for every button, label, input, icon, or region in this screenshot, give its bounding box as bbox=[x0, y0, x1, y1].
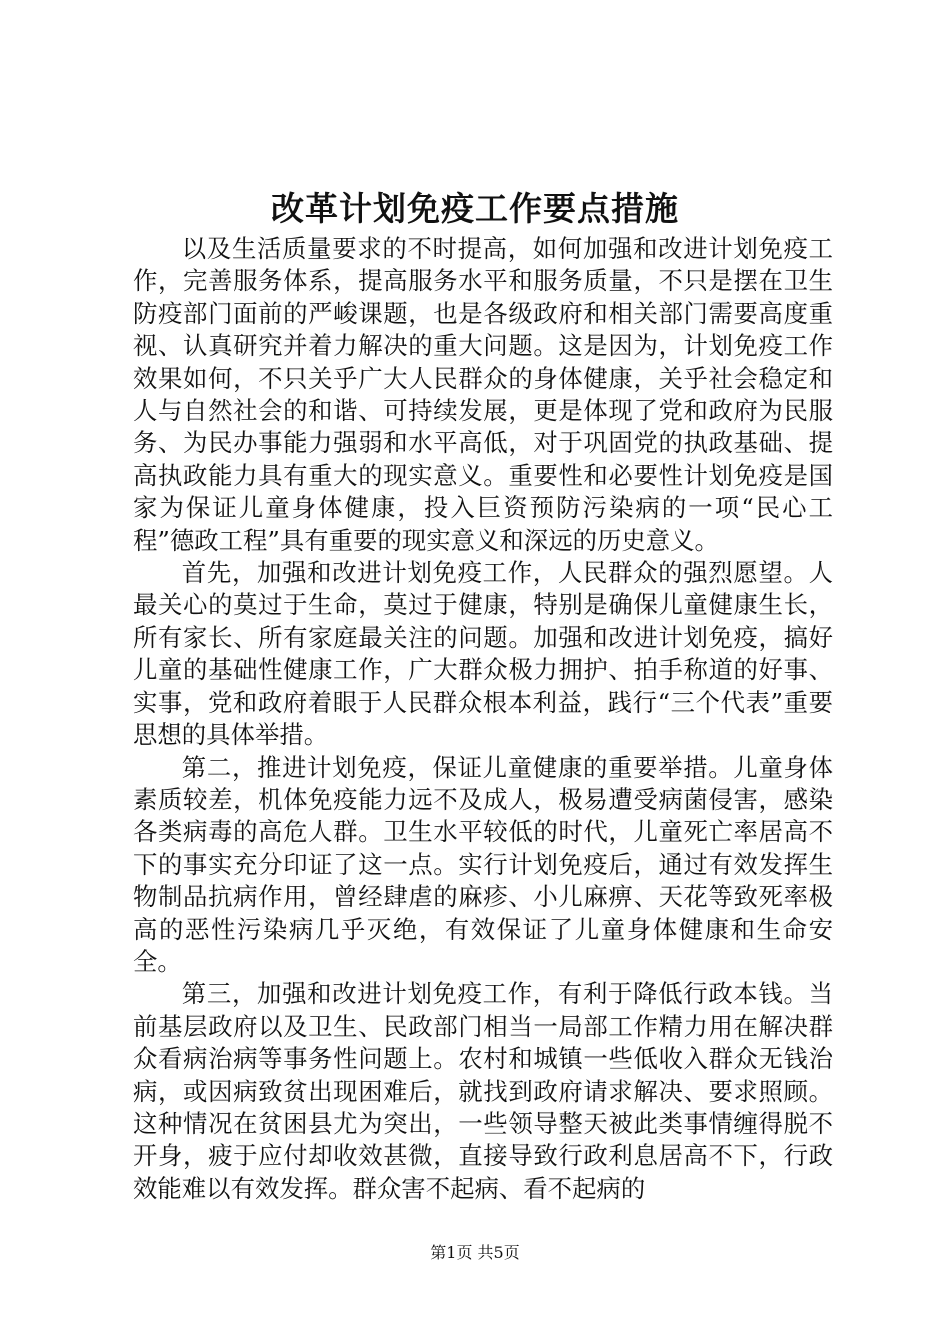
paragraph-first-point: 首先，加强和改进计划免疫工作，人民群众的强烈愿望。人最关心的莫过于生命，莫过于健康，特别是确保儿童健康生长，所有家长、所有家庭最关注的问题。加强和改进计划免疫，搞好儿童的基础性健康工作，广大群众极力拥护、拍手称道的好事、实事，党和政府着眼于人民群众根本利益，践行“三个代表”重要思想的具体举措。 bbox=[133, 558, 833, 750]
paragraph-intro: 以及生活质量要求的不时提高，如何加强和改进计划免疫工作，完善服务体系，提高服务水平和服务质量，不只是摆在卫生防疫部门面前的严峻课题，也是各级政府和相关部门需要高度重视、认真研究并着力解决的重大问题。这是因为，计划免疫工作效果如何，不只关乎广大人民群众的身体健康，关乎社会稳定和人与自然社会的和谐、可持续发展，更是体现了党和政府为民服务、为民办事能力强弱和水平高低，对于巩固党的执政基础、提高执政能力具有重大的现实意义。重要性和必要性计划免疫是国家为保证儿童身体健康，投入巨资预防污染病的一项“民心工程”德政工程”具有重要的现实意义和深远的历史意义。 bbox=[133, 234, 833, 555]
document-body bbox=[133, 233, 833, 1205]
paragraph-second-point: 第二，推进计划免疫，保证儿童健康的重要举措。儿童身体素质较差，机体免疫能力远不及成人，极易遭受病菌侵害，感染各类病毒的高危人群。卫生水平较低的时代，儿童死亡率居高不下的事实充分印证了这一点。实行计划免疫后，通过有效发挥生物制品抗病作用，曾经肆虐的麻疹、小儿麻痹、天花等致死率极高的恶性污染病几乎灭绝，有效保证了儿童身体健康和生命安全。 bbox=[133, 752, 833, 976]
paragraph-third-point: 第三，加强和改进计划免疫工作，有利于降低行政本钱。当前基层政府以及卫生、民政部门相当一局部工作精力用在解决群众看病治病等事务性问题上。农村和城镇一些低收入群众无钱治病，或因病致贫出现困难后，就找到政府请求解决、要求照顾。这种情况在贫困县尤为突出，一些领导整天被此类事情缠得脱不开身，疲于应付却收效甚微，直接导致行政利息居高不下，行政效能难以有效发挥。群众害不起病、看不起病的 bbox=[133, 979, 833, 1203]
page-footer: 第1页 共5页 bbox=[430, 1243, 520, 1262]
page-title: 改革计划免疫工作要点措施 bbox=[271, 189, 679, 228]
